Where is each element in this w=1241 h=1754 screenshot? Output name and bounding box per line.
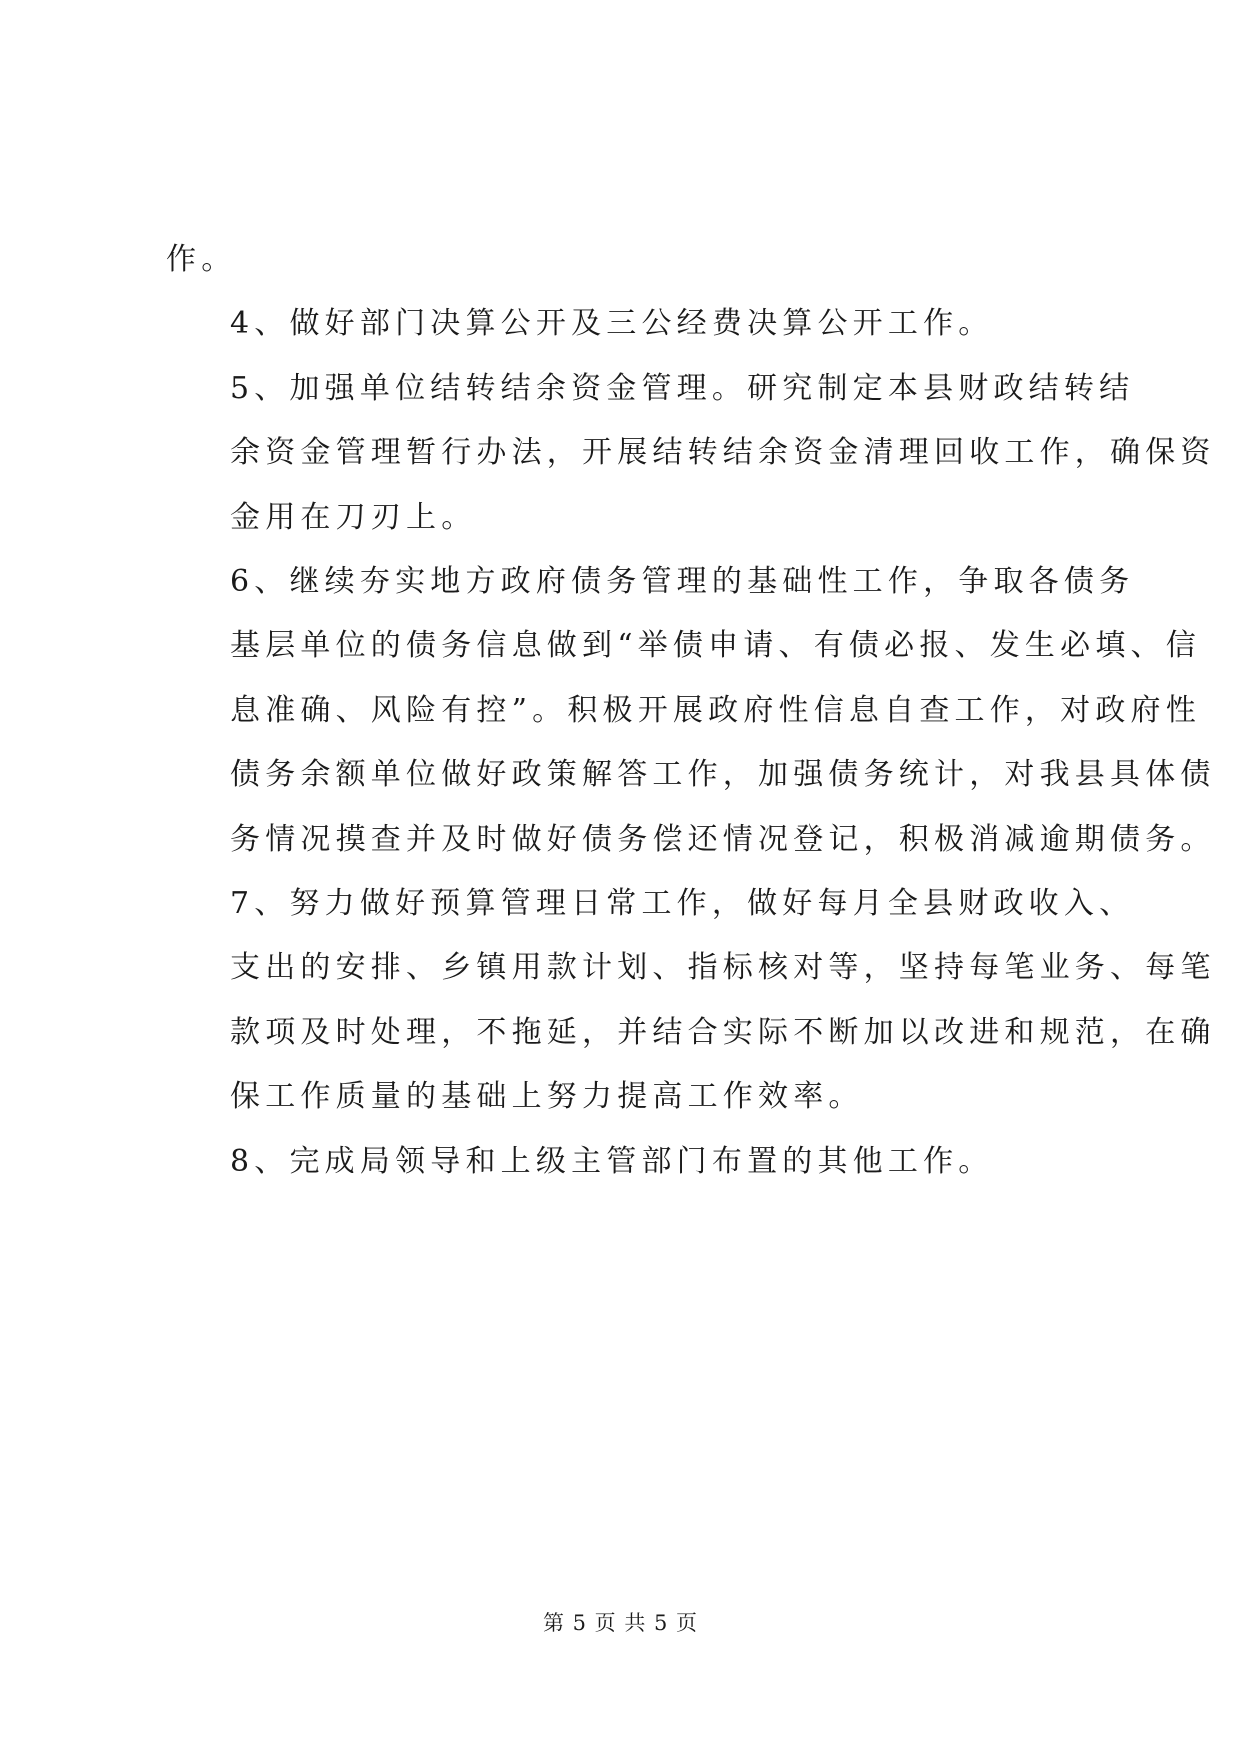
text-line: 7、努力做好预算管理日常工作，做好每月全县财政收入、 — [230, 886, 1135, 922]
text-line: 债务余额单位做好政策解答工作，加强债务统计，对我县具体债 — [230, 757, 1216, 793]
text-line: 基层单位的债务信息做到“举债申请、有债必报、发生必填、信 — [230, 628, 1201, 664]
text-line: 支出的安排、乡镇用款计划、指标核对等，坚持每笔业务、每笔 — [230, 950, 1216, 986]
text-line: 款项及时处理，不拖延，并结合实际不断加以改进和规范，在确 — [230, 1014, 1216, 1050]
text-line: 4、做好部门决算公开及三公经费决算公开工作。 — [230, 306, 994, 342]
text-line: 余资金管理暂行办法，开展结转结余资金清理回收工作，确保资 — [230, 435, 1216, 471]
paragraph-item-4 — [166, 292, 1076, 356]
paragraph-item-6 — [166, 550, 1216, 872]
text-line: 保工作质量的基础上努力提高工作效率。 — [230, 1079, 864, 1115]
text-line: 务情况摸查并及时做好债务偿还情况登记，积极消减逾期债务。 — [230, 821, 1216, 857]
text-line: 8、完成局领导和上级主管部门布置的其他工作。 — [230, 1143, 994, 1179]
text-line: 6、继续夯实地方政府债务管理的基础性工作，争取各债务 — [230, 564, 1135, 600]
page-number-footer: 第 5 页 共 5 页 — [542, 1611, 699, 1635]
paragraph-item-8 — [166, 1130, 1076, 1194]
text-line: 5、加强单位结转结余资金管理。研究制定本县财政结转结 — [230, 370, 1135, 406]
paragraph-item-5 — [166, 357, 1216, 550]
text-line: 作。 — [166, 242, 237, 277]
paragraph-item-7 — [166, 872, 1216, 1130]
text-line: 金用在刀刃上。 — [230, 499, 477, 535]
paragraph-continuation — [166, 228, 1076, 292]
document-body — [166, 228, 1216, 1194]
text-line: 息准确、风险有控”。积极开展政府性信息自查工作，对政府性 — [230, 692, 1201, 728]
